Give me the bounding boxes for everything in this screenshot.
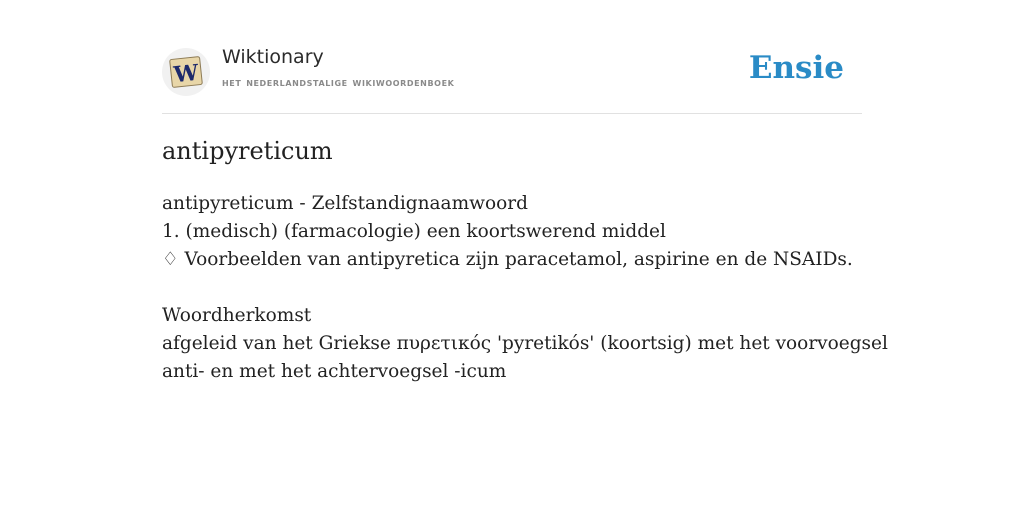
spacer xyxy=(162,274,862,302)
logo-tile-graphic xyxy=(168,54,204,90)
example-line: ♢ Voorbeelden van antipyretica zijn paracetamol, aspirine en de NSAIDs. xyxy=(162,249,853,270)
definition-line: 1. (medisch) (farmacologie) een koortswerend middel xyxy=(162,221,666,242)
ensie-brand-logo[interactable]: Ensie xyxy=(748,50,844,86)
site-subtitle: het nederlandstalige wikiwoordenboek xyxy=(222,75,455,89)
svg-text:W: W xyxy=(172,59,200,89)
etymology-heading: Woordherkomst xyxy=(162,305,312,326)
header-divider xyxy=(162,113,862,114)
entry-title: antipyreticum xyxy=(162,137,333,165)
etymology-line: afgeleid van het Griekse πυρετικός 'pyretikós' (koortsig) met het voorvoegsel xyxy=(162,333,888,354)
page xyxy=(162,0,888,512)
etymology-line: anti- en met het achtervoegsel -icum xyxy=(162,361,507,382)
site-name[interactable]: Wiktionary xyxy=(222,46,324,68)
site-header xyxy=(162,44,862,100)
entry-content xyxy=(162,190,888,386)
wiktionary-logo-icon[interactable] xyxy=(162,48,210,96)
definition-line: antipyreticum - Zelfstandignaamwoord xyxy=(162,193,528,214)
